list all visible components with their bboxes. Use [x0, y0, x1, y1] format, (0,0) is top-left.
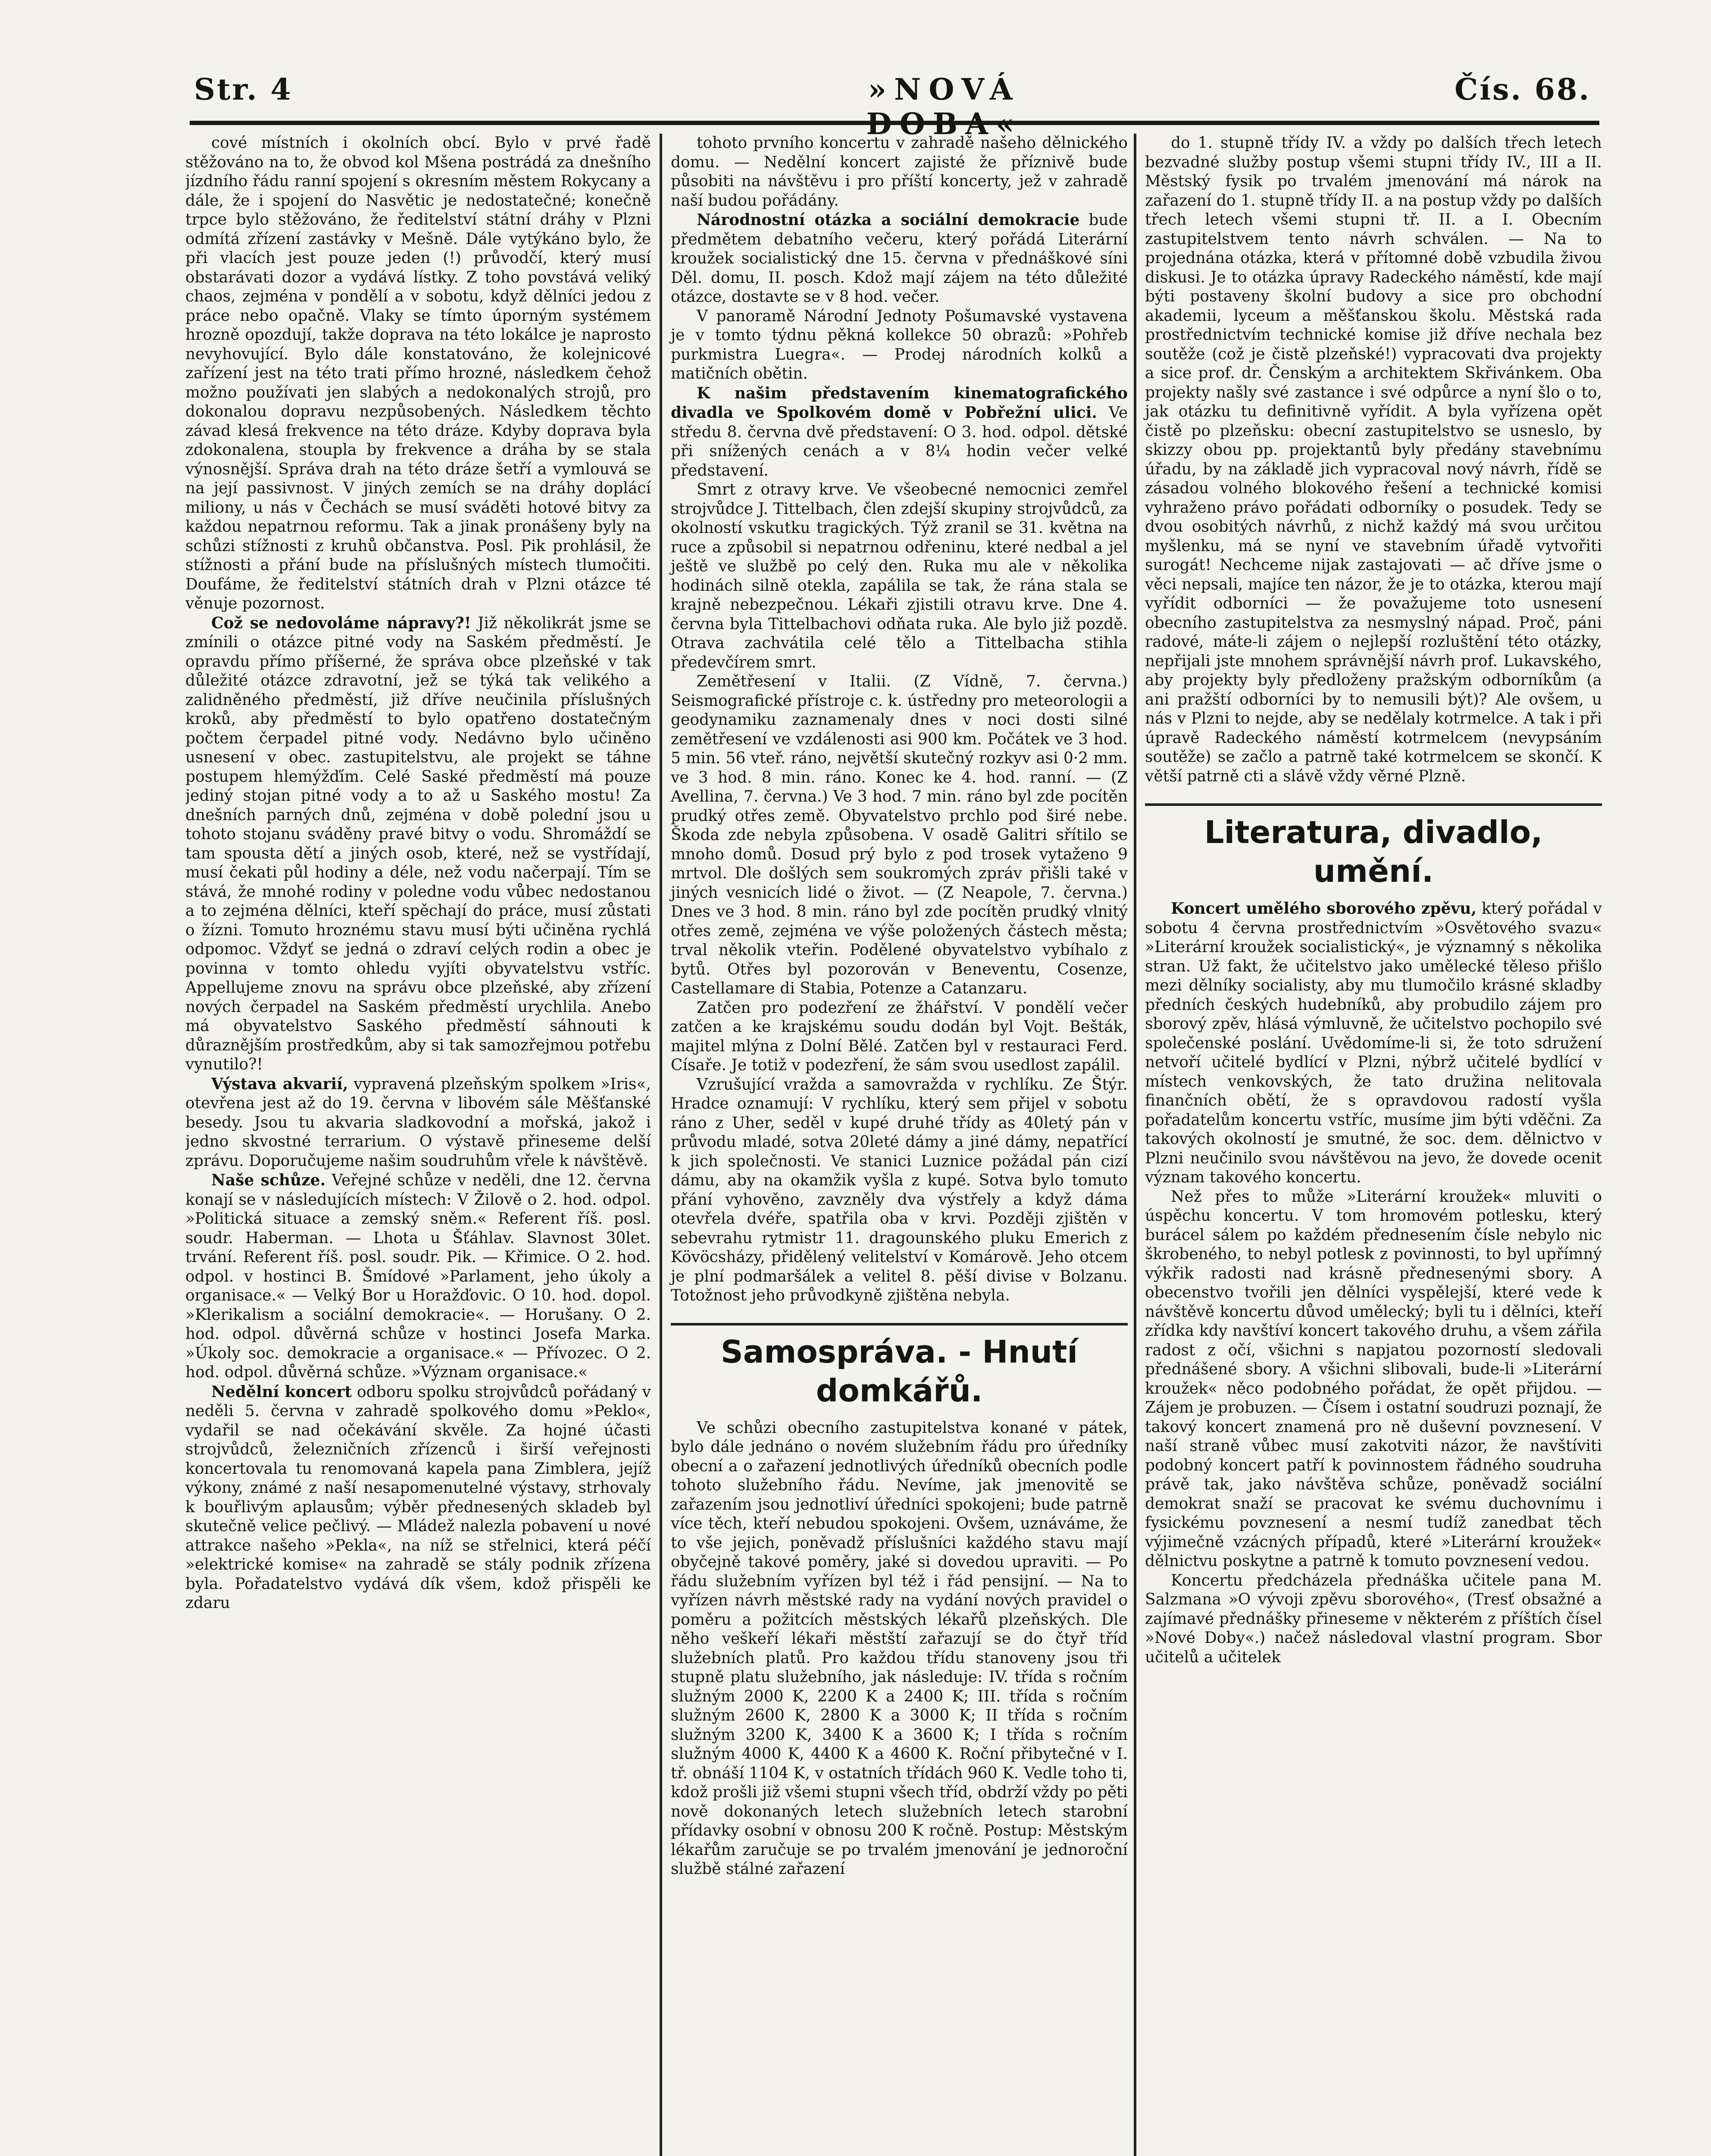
- article-paragraph: do 1. stupně třídy IV. a vždy po dalších třech letech bezvadné služby postup všemi stupni třídy IV., III a II. Městský fysik po trvalém jmenování má nárok na zařazení do 1. stupně třídy II. a na postup vždy po dalších třech letech všemi stupni tř. II. a I. Obecním zastupitelstvem tento návrh schválen. — Na to projednána otázka, která v přítomné době vzbudila živou diskusi. Je to otázka úpravy Radeckého náměstí, kde mají býti postaveny školní budovy a sice pro obchodní akademii, lyceum a měšťanskou školu. Městská rada prostřednictvím technické komise již dříve nechala bez soutěže (což je čistě plzeňské!) vypracovati dva projekty a sice prof. dr. Čenským a architektem Skřivánkem. Oba projekty našly své zastance i své odpůrce a nyní šlo o to, jak otázku tu definitivně vyřídit. A byla vyřízena opět čistě po plzeňsku: obecní zastupitelstvo se usneslo, by skizzy obou pp. projektantů byly předány stavebnímu úřadu, by na základě jich vypracoval nový návrh, řídě se zásadou volného blokového řešení a technické komisi vyhraženo právo pořádati odborníky o posudek. Tedy se dvou osobitých návrhů, z nichž každý má svou určitou myšlenku, má se nyní ve stavebním úřadě vytvořiti surogát! Nechceme nijak zastajovati — ač dříve jsme o věci nepsali, majíce ten názor, že je to otázka, kterou mají vyřídit odborníci — že považujeme toto usnesení obecního zastupitelstva za nesmyslný nápad. Proč, páni radové, máte-li zájem o nejlepší rozluštění této otázky, nepřijali jste mnohem správnější návrh prof. Lukavského, aby projekty byly předloženy pražským odborníkům (a ani pražští odborníci by to nemusili být)? Ale ovšem, u nás v Plzni to nejde, aby se nedělaly kotrmelce. A tak i při úpravě Radeckého náměstí kotrmelcem (nevypsáním soutěže) se začlo a patrně také kotrmelcem se skončí. K větší patrně cti a slávě vždy věrné Plzně.: [1145, 134, 1602, 785]
- article-paragraph: Vzrušující vražda a samovražda v rychlíku. Ze Štýr. Hradce oznamují: V rychlíku, který sem přijel v sobotu ráno z Uher, seděl v kupé druhé třídy as 40letý pán v průvodu mladé, sotva 20leté dámy a jiné dámy, nepatřící k jich společnosti. Ve stanici Luznice požádal pán cizí dámu, aby na okamžik vyšla z kupé. Sotva bylo tomuto přání vyhověno, zavzněly dva výstřely a když dáma otevřela dvéře, spatřila oba v krvi. Později zjištěn v sebevrahu rytmistr 11. dragounského pluku Emerich z Kövöcsházy, přidělený velitelství v Komárově. Jeho otcem je plní podmaršálek a velitel 8. pěší divise v Bolzanu. Totožnost jeho průvodkyně zjištěna nebyla.: [671, 1075, 1128, 1304]
- newspaper-title: »NOVÁ DOBA«: [866, 72, 1022, 141]
- article-paragraph: Koncert umělého sborového zpěvu, který pořádal v sobotu 4 června prostřednictvím »Osvětového svazu« »Literární kroužek socialistický«, je významný s několika stran. Už fakt, že učitelstvo jako umělecké těleso přišlo mezi dělníky socialisty, aby mu tlumočilo krásné skladby předních českých hudebníků, aby probudilo zájem pro sborový zpěv, hlásá výmluvně, že učitelstvo pochopilo své společenské poslání. Uvědomíme-li si, že toto sdružení netvoří učitelé bydlící v Plzni, nýbrž učitelé bydlící v místech venkovských, že tato družina nelitovala finančních obětí, že s opravdovou radostí vyšla pořadatelům koncertu vstříc, musíme jim býti vděčni. Za takových okolností je smutné, že soc. dem. dělnictvo v Plzni neučinilo svou návštěvou na jevo, že dovede ocenit význam takového koncertu.: [1145, 899, 1602, 1186]
- section-title-samosprava: Samospráva. - Hnutí domkářů.: [671, 1323, 1128, 1410]
- article-paragraph: tohoto prvního koncertu v zahradě našeho dělnického domu. — Nedělní koncert zajisté že příznivě bude působiti na návštěvu i pro příští koncerty, jež v zahradě naší budou pořádány.: [671, 134, 1128, 210]
- article-lead: Koncert umělého sborového zpěvu,: [1171, 899, 1476, 918]
- article-paragraph: Smrt z otravy krve. Ve všeobecné nemocnici zemřel strojvůdce J. Tittelbach, člen zdejší skupiny strojvůdců, za okolností vskutku tragických. Týž zranil se 31. května na ruce a způsobil si nepatrnou odřeninu, které nedbal a jel ještě ve službě po celý den. Ruka mu ale v několika hodinách silně otekla, zapálila se tak, že rána stala se krajně nebezpečnou. Lékaři zjistili otravu krve. Dne 4. června byla Tittelbachovi odňata ruka. Ale bylo již pozdě. Otrava zachvátila celé tělo a Tittelbacha stihla předevčírem smrt.: [671, 481, 1128, 671]
- article-paragraph: V panoramě Národní Jednoty Pošumavské vystavena je v tomto týdnu pěkná kollekce 50 obrazů: »Pohřeb purkmistra Luegra«. — Prodej národních kolků a matičních obětin.: [671, 307, 1128, 382]
- page-header: [190, 65, 1599, 141]
- page-number: Str. 4: [194, 72, 293, 107]
- section-title-literatura: Literatura, divadlo, umění.: [1145, 803, 1602, 890]
- article-lead: Nedělní koncert: [211, 1382, 352, 1401]
- article-paragraph: Zatčen pro podezření ze žhářství. V pondělí večer zatčen a ke krajskému soudu dodán byl Vojt. Bešták, majitel mlýna z Dolní Bělé. Zatčen byl v restauraci Ferd. Císaře. Je totiž v podezření, že sám svou usedlost zapálil.: [671, 999, 1128, 1074]
- article-lead: Národnostní otázka a sociální demokracie: [697, 211, 1080, 229]
- article-lead: Výstava akvarií,: [211, 1075, 348, 1093]
- article-lead: Což se nedovoláme nápravy?!: [211, 614, 471, 632]
- article-paragraph: K našim představením kinematografického divadla ve Spolkovém domě v Pobřežní ulici. Ve středu 8. června dvě představení: O 3. hod. odpol. dětské při snížených cenách a v 8¼ hodin večer velké představení.: [671, 384, 1128, 479]
- column-3: [1134, 134, 1602, 2156]
- article-paragraph: Koncertu předcházela přednáška učitele pana M. Salzmana »O vývoji zpěvu sborového«, (Tresť obsažné a zajímavé přednášky přineseme v některém z příštích čísel »Nové Doby«.) načež následoval vlastní program. Sbor učitelů a učitelek: [1145, 1571, 1602, 1666]
- article-lead: Naše schůze.: [211, 1171, 326, 1189]
- column-2: [660, 134, 1128, 2156]
- column-1: [185, 134, 651, 2156]
- article-paragraph: cové místních i okolních obcí. Bylo v prvé řadě stěžováno na to, že obvod kol Mšena postrádá za dnešního jízdního řádu ranní spojení s okresním městem Rokycany a dále, že i spojení do Nasvětic je nedostatečné; konečně trpce bylo stěžováno, že ředitelství státní dráhy v Plzni odmítá zřízení zastávky v Mešně. Dále vytýkáno bylo, že při vlacích jest pouze jeden (!) průvodčí, který musí obstarávati dozor a vydává lístky. Z toho povstává veliký chaos, zejména v pondělí a v sobotu, když dělníci jedou z práce nebo opačně. Vlaky se tímto úporným systémem hrozně opozdují, takže doprava na této lokálce je naprosto nevyhovující. Bylo dále konstatováno, že kolejnicové zařízení jest na této trati přímo hrozné, následkem čehož možno používati jen slabých a nedokonalých strojů, pro dokonalou dopravu nezpůsobených. Následkem těchto závad klesá frekvence na této dráze. Kdyby doprava byla zdokonalena, stoupla by frekvence a dráha by se stala výnosnější. Správa drah na této dráze šetří a vymlouvá se na její passivnost. V jiných zemích se na dráhy doplácí miliony, u nás v Čechách se musí sváděti hotové bitvy za každou nepatrnou reformu. Tak a jinak pronášeny byly na schůzi stížnosti z kruhů občanstva. Posl. Pik prohlásil, že stížnosti a přání bude na příslušných místech tlumočiti. Doufáme, že ředitelství státních drah v Plzni otázce té věnuje pozornost.: [185, 134, 651, 612]
- article-paragraph: Naše schůze. Veřejné schůze v neděli, dne 12. června konají se v následujících místech: V Žilově o 2. hod. odpol. »Politická situace a zemský sněm.« Referent říš. posl. soudr. Haberman. — Lhota u Šťáhlav. Slavnost 30let. trvání. Referent říš. posl. soudr. Pik. — Křimice. O 2. hod. odpol. v hostinci B. Šmídové »Parlament, jeho úkoly a organisace.« — Velký Bor u Horažďovic. O 10. hod. dopol. »Klerikalism a sociální demokracie«. — Horušany. O 2. hod. odpol. důvěrná schůze v hostinci Josefa Marka. »Úkoly soc. demokracie a organisace.« — Přívozec. O 2. hod. odpol. důvěrná schůze. »Význam organisace.«: [185, 1171, 651, 1381]
- article-paragraph: Národnostní otázka a sociální demokracie bude předmětem debatního večeru, který pořádá Literární kroužek socialistický dne 15. června v přednáškové síni Děl. domu, II. posch. Kdož mají zájem na této důležité otázce, dostavte se v 8 hod. večer.: [671, 211, 1128, 306]
- article-paragraph: Nedělní koncert odboru spolku strojvůdců pořádaný v neděli 5. června v zahradě spolkového domu »Peklo«, vydařil se nad očekávání skvěle. Za hojné účasti strojvůdců, železničních zřízenců i širší veřejnosti koncertovala tu renomovaná kapela pana Zimblera, jejíž výkony, známé z naší nesapomenutelné výstavy, strhovaly k bouřlivým aplausům; výběr přednesených skladeb byl skutečně velice pečlivý. — Mládež nalezla pobavení u nové attrakce našeho »Pekla«, na níž se střelnici, která péčí »elektrické komise« na zahradě se stály podnik zřízena byla. Pořadatelstvo vydává dík všem, kdož přispěli ke zdaru: [185, 1382, 651, 1612]
- article-paragraph: Zemětřesení v Italii. (Z Vídně, 7. června.) Seismografické přístroje c. k. ústředny pro meteorologii a geodynamiku zaznamenaly dnes v noci dosti silné zemětřesení ve vzdálenosti asi 900 km. Počátek ve 3 hod. 5 min. 56 vteř. ráno, největší skutečný rozkyv asi 0·2 mm. ve 3 hod. 8 min. ráno. Konec ke 4. hod. ranní. — (Z Avellina, 7. června.) Ve 3 hod. 7 min. ráno byl zde pocítěn prudký otřes země. Obyvatelstvo prchlo pod širé nebe. Škoda zde nebyla způsobena. V osadě Galitri sřítilo se mnoho domů. Dosud prý bylo z pod trosek vytaženo 9 mrtvol. Dle došlých sem soukromých zpráv přišli také v jiných vesnicích lidé o život. — (Z Neapole, 7. června.) Dnes ve 3 hod. 8 min. ráno byl zde pocítěn prudký vlnitý otřes země, zejména ve výše položených částech města; trval několik vteřin. Podělené obyvatelstvo vybíhalo z bytů. Otřes byl pozorován v Beneventu, Cosenze, Castellamare di Stabia, Potenze a Catanzaru.: [671, 673, 1128, 997]
- article-paragraph: Výstava akvarií, vypravená plzeňským spolkem »Iris«, otevřena jest až do 19. června v libovém sále Měšťanské besedy. Jsou tu akvaria sladkovodní a mořská, jakož i jedno skvostné terrarium. O výstavě přineseme delší zprávu. Doporučujeme našim soudruhům vřele k návštěvě.: [185, 1075, 651, 1170]
- article-paragraph: Ve schůzi obecního zastupitelstva konané v pátek, bylo dále jednáno o novém služebním řádu pro úředníky obecní a o zařazení jednotlivých úředníků obecních podle tohoto služebního řádu. Nevíme, jak jmenovitě se zařazením jsou jednotliví úředníci spokojeni; bude patrně více těch, kteří nebudou spokojeni. Ovšem, uznáváme, že to vše jejich, poněvadž příslušníci každého stavu mají obyčejně takové poměry, jaké si dovedou upraviti. — Po řádu služebním vyřízen byl též i řád pensijní. — Na to vyřízen návrh městské rady na vydání nových pravidel o poměru a požitcích městských lékařů plzeňských. Dle něho veškeří lékaři městští zařazují se do čtyř tříd služebních platů. Pro každou třídu stanoveny jsou tři stupně platu služebního, jak následuje: IV. třída s ročním služným 2000 K, 2200 K a 2400 K; III. třída s ročním služným 2600 K, 2800 K a 3000 K; II třída s ročním služným 3200 K, 3400 K a 3600 K; I třída s ročním služným 4000 K, 4400 K a 4600 K. Roční přibytečné v I. tř. obnáší 1104 K, v ostatních třídách 960 K. Vedle toho ti, kdož prošli již všemi stupni všech tříd, obdrží vždy po pěti nově dokonaných letech služebních letech starobní přídavky osobní v obnosu 200 K ročně. Postup: Městským lékařům zaručuje se po trvalém jmenování je jednoroční službě stálné zařazení: [671, 1419, 1128, 1878]
- article-lead: K našim představením kinematografického divadla ve Spolkovém domě v Pobřežní ulici.: [671, 384, 1128, 422]
- article-paragraph: Než přes to může »Literární kroužek« mluviti o úspěchu koncertu. V tom hromovém potlesku, který burácel sálem po každém přednesením čísle nebylo nic škrobeného, to nebyl potlesk z povinnosti, to byl upřímný výkřik radosti nad krásně přednesenými sbory. A obecenstvo tvořili jen dělníci vyspělejší, které vede k návštěvě koncertu důvod umělecký; byli tu i dělníci, kteří zřídka kdy navštíví koncert takového druhu, a všem zářila radost z očí, všichni s napjatou pozorností sledovali přednášené sbory. A všichni slibovali, bude-li »Literární kroužek« něco podobného pořádat, že opět přijdou. — Zájem je probuzen. — Čísem i ostatní soudruzi poznají, že takový koncert znamená pro ně duševní povznesení. V naší straně vůbec musí zakotviti názor, že navštíviti podobný koncert patří k povinnostem řádného soudruha právě tak, jako návštěva schůze, poněvadž sociální demokrat snaží se pracovat ke svému duchovnímu i fysickému povznesení a nesmí tudíž zanedbat těch výjimečně vzácných případů, které »Literární kroužek« dělnictvu poskytne a patrně k tomuto povznesení vedou.: [1145, 1188, 1602, 1570]
- article-paragraph: Což se nedovoláme nápravy?! Již několikrát jsme se zmínili o otázce pitné vody na Saském předměstí. Je opravdu přímo příšerné, že správa obce plzeňské v tak důležité otázce zdravotní, jež se týká tak velikého a zalidněného předměstí, již dříve neučinila příslušných kroků, aby předměstí to bylo opatřeno dostatečným počtem čerpadel pitné vody. Nedávno bylo učiněno usnesení v obec. zastupitelstvu, ale projekt se táhne postupem hlemýžďím. Celé Saské předměstí má pouze jediný stojan pitné vody a to až u Saského mostu! Za dnešních parných dnů, zejména v době polední jsou u tohoto stojanu sváděny pravé bitvy o vodu. Shromáždí se tam spousta dětí a jiných osob, které, než se vystřídají, musí čekati půl hodiny a déle, než vodu načerpají. Tím se stává, že mnohé rodiny v poledne vodu vůbec nedostanou a to zejména dělníci, kteří spěchají do práce, musí zůstati o žízni. Tomuto hroznému stavu musí býti učiněna rychlá odpomoc. Vždyť se jedná o zdraví celých rodin a obec je povinna v tomto ohledu vyjíti obyvatelstvu vstříc. Appellujeme znovu na správu obce plzeňské, aby zřízení nových čerpadel na Saském předměstí urychlila. Anebo má obyvatelstvo Saského předměstí sáhnouti k důraznějším prostředkům, aby si tak samozřejmou potřebu vynutilo?!: [185, 614, 651, 1073]
- issue-number: Čís. 68.: [1455, 72, 1591, 107]
